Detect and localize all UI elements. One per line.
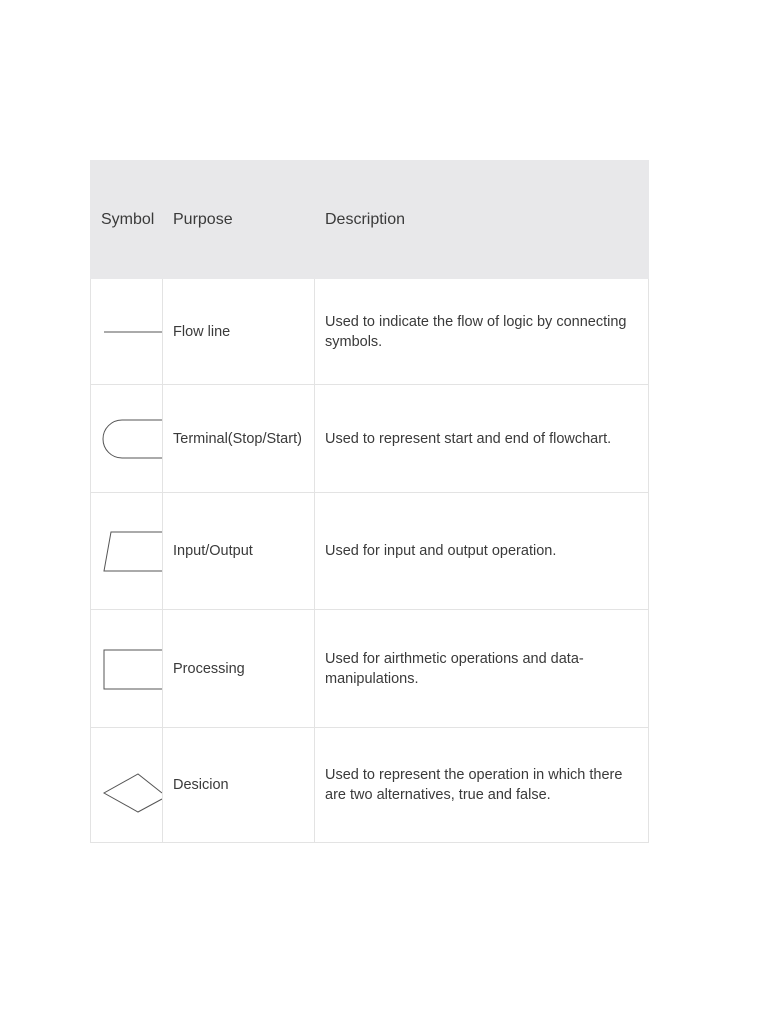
purpose-cell: Flow line (163, 279, 315, 385)
input-output-icon (91, 521, 162, 581)
symbol-cell (91, 279, 163, 385)
flowchart-symbols-table (90, 160, 649, 843)
header-purpose: Purpose (163, 161, 315, 279)
terminal-icon (91, 409, 162, 469)
table-row (91, 385, 649, 493)
table-row (91, 728, 649, 843)
description-cell: Used for input and output operation. (315, 493, 649, 610)
flow-line-icon (91, 302, 162, 362)
description-cell: Used to indicate the flow of logic by connecting symbols. (315, 279, 649, 385)
header-description: Description (315, 161, 649, 279)
description-cell: Used to represent the operation in which there are two alternatives, true and false. (315, 728, 649, 843)
header-symbol: Symbol (91, 161, 163, 279)
purpose-cell: Input/Output (163, 493, 315, 610)
table-header-row (91, 161, 649, 279)
table-row (91, 610, 649, 728)
symbol-cell (91, 610, 163, 728)
decision-icon (91, 755, 162, 815)
table-row (91, 279, 649, 385)
table-row (91, 493, 649, 610)
purpose-cell: Desicion (163, 728, 315, 843)
purpose-cell: Terminal(Stop/Start) (163, 385, 315, 493)
symbol-cell (91, 728, 163, 843)
symbol-cell (91, 493, 163, 610)
description-cell: Used for airthmetic operations and data-manipulations. (315, 610, 649, 728)
symbol-cell (91, 385, 163, 493)
purpose-cell: Processing (163, 610, 315, 728)
description-cell: Used to represent start and end of flowchart. (315, 385, 649, 493)
processing-icon (91, 639, 162, 699)
